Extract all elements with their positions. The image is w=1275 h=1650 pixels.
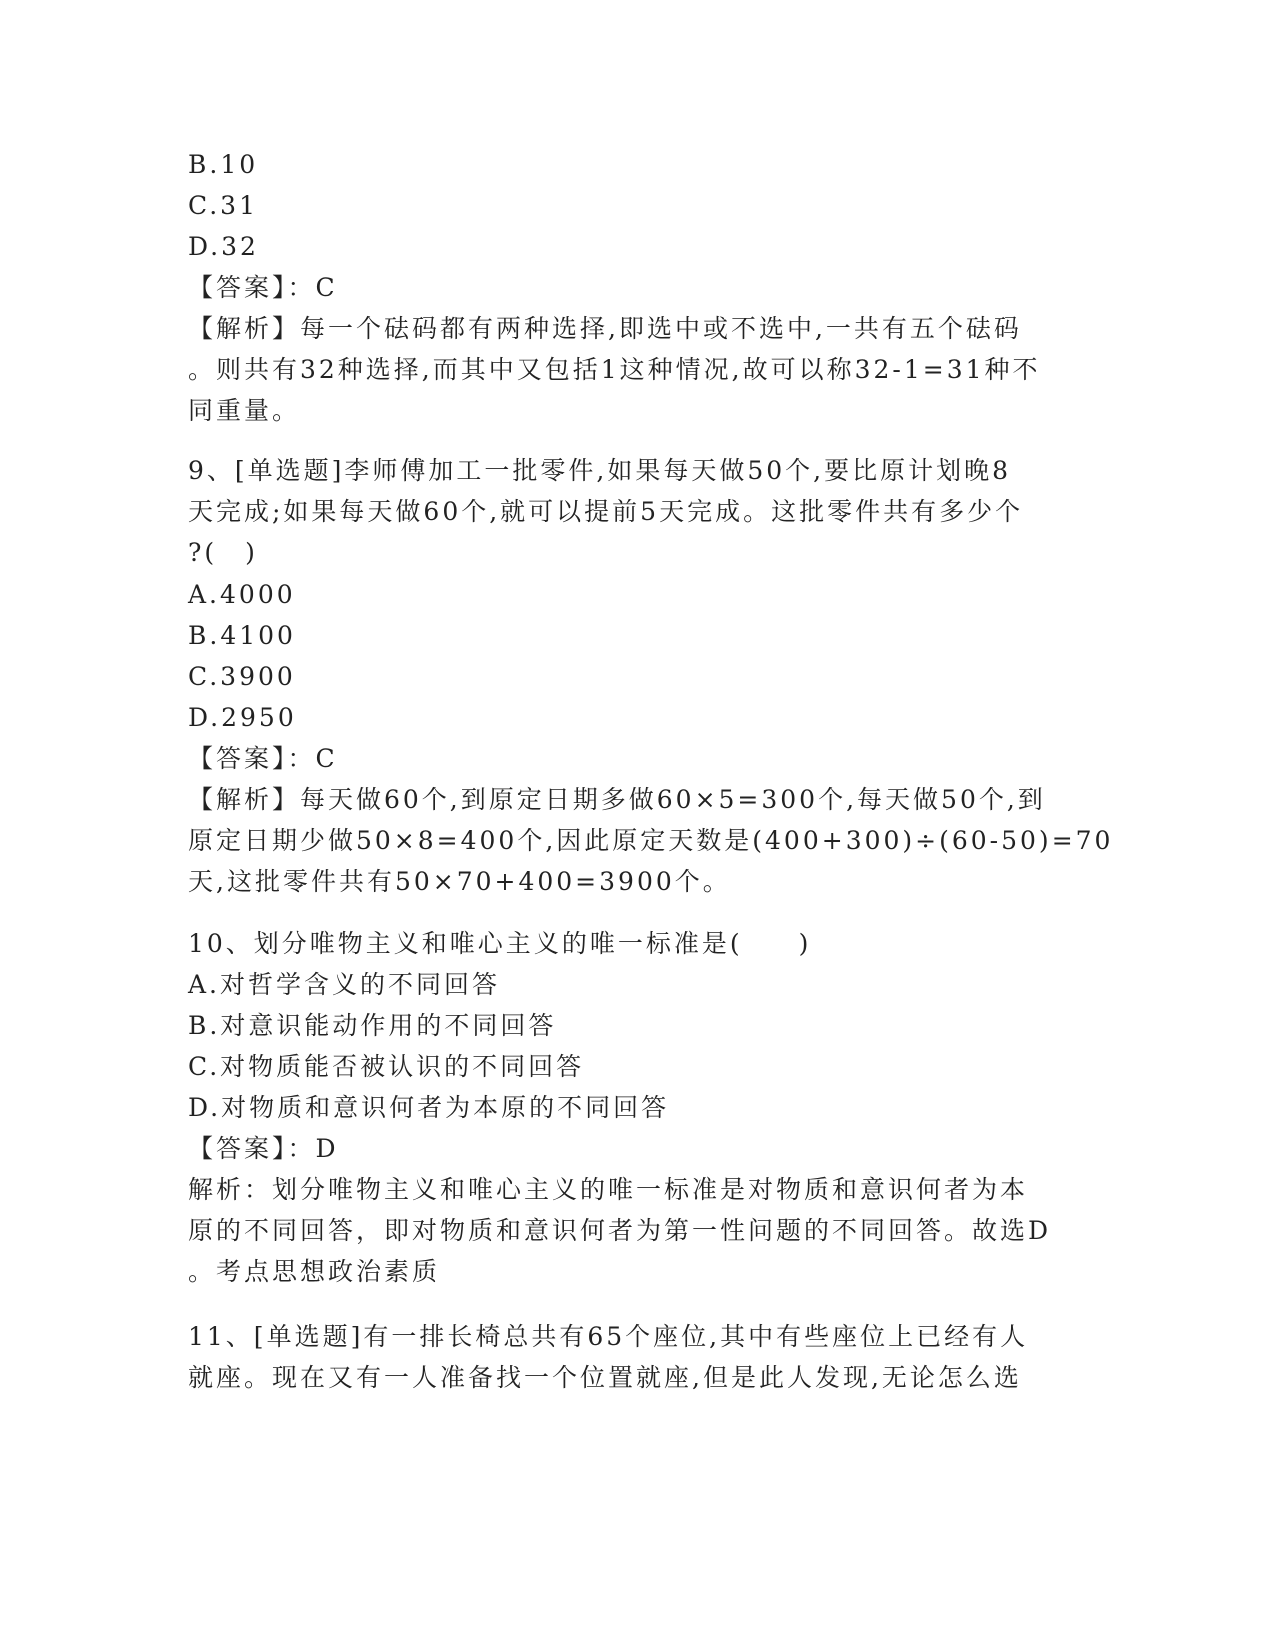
explanation-line: 。考点思想政治素质 [188,1257,441,1286]
question-9-line: 9、[单选题]李师傅加工一批零件,如果每天做50个,要比原计划晚8 [188,456,1012,485]
option-c: C.31 [188,191,258,220]
explanation-line: 【解析】每天做60个,到原定日期多做60×5=300个,每天做50个,到 [188,785,1046,814]
option-b: B.4100 [188,621,296,650]
option-c: C.对物质能否被认识的不同回答 [188,1052,585,1081]
explanation-line: 【解析】每一个砝码都有两种选择,即选中或不选中,一共有五个砝码 [188,314,1022,343]
answer: 【答案】：D [188,1134,339,1163]
explanation-line: 。则共有32种选择,而其中又包括1这种情况,故可以称32-1=31种不 [188,355,1041,384]
explanation-line: 同重量。 [188,396,301,425]
option-a: A.对哲学含义的不同回答 [188,970,501,999]
question-10-line: 10、划分唯物主义和唯心主义的唯一标准是( ) [188,929,812,958]
question-9-line: ?( ) [188,538,258,567]
option-d: D.2950 [188,703,297,732]
explanation-line: 原定日期少做50×8=400个,因此原定天数是(400+300)÷(60-50)=70 [188,826,1114,855]
explanation-line: 原的不同回答，即对物质和意识何者为第一性问题的不同回答。故选D [188,1216,1052,1245]
option-b: B.10 [188,150,259,179]
explanation-line: 解析：划分唯物主义和唯心主义的唯一标准是对物质和意识何者为本 [188,1175,1029,1204]
question-11-line: 就座。现在又有一人准备找一个位置就座,但是此人发现,无论怎么选 [188,1363,1022,1392]
question-9-line: 天完成;如果每天做60个,就可以提前5天完成。这批零件共有多少个 [188,497,1024,526]
option-c: C.3900 [188,662,296,691]
option-a: A.4000 [188,580,296,609]
explanation-line: 天,这批零件共有50×70+400=3900个。 [188,867,731,896]
question-11-line: 11、[单选题]有一排长椅总共有65个座位,其中有些座位上已经有人 [188,1322,1029,1351]
option-d: D.32 [188,232,259,261]
option-b: B.对意识能动作用的不同回答 [188,1011,557,1040]
answer: 【答案】：C [188,273,338,302]
option-d: D.对物质和意识何者为本原的不同回答 [188,1093,670,1122]
answer: 【答案】：C [188,744,338,773]
